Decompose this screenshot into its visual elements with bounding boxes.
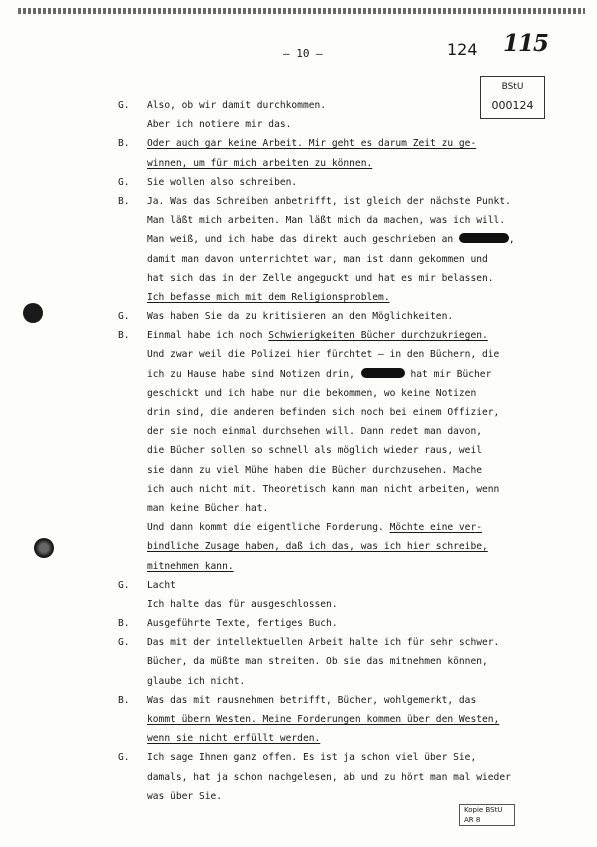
transcript-line [118, 134, 568, 153]
speaker-label: B. [118, 618, 130, 630]
line-text [147, 365, 491, 384]
line-text [147, 269, 494, 288]
line-text [147, 499, 268, 518]
line-text [147, 384, 476, 403]
text-segment: Bücher, da müßte man streiten. Ob sie das mitnehmen können, [147, 656, 488, 668]
text-segment: Ich sage Ihnen ganz offen. Es ist ja schon viel über Sie, [147, 752, 477, 764]
transcript-line [118, 557, 568, 576]
line-text [147, 441, 482, 460]
line-text [147, 134, 476, 153]
underlined-text: Schwierigkeiten Bücher durchzukriegen. [268, 330, 488, 342]
transcript-line [118, 192, 568, 211]
text-segment: Man läßt mich arbeiten. Man läßt mich da machen, was ich will. [147, 215, 506, 227]
underlined-text: Möchte eine ver- [389, 522, 483, 534]
transcript-line [118, 595, 568, 614]
line-text [147, 614, 338, 633]
transcript-line [118, 422, 568, 441]
handwritten-page-number: 115 [503, 30, 549, 57]
underlined-text: Oder auch gar keine Arbeit. Mir geht es darum Zeit zu ge- [147, 138, 477, 150]
line-text [147, 537, 488, 556]
transcript-line [118, 729, 568, 748]
speaker-label: G. [118, 752, 130, 764]
line-text [147, 154, 372, 173]
text-segment: was über Sie. [147, 790, 223, 802]
speaker-label: G. [118, 637, 130, 649]
text-segment: Und dann kommt die eigentliche Forderung. [147, 522, 390, 534]
transcript-line [118, 250, 568, 269]
line-text [147, 576, 176, 595]
transcript-line [118, 499, 568, 518]
speaker-label: G. [118, 311, 130, 323]
transcript-line [118, 365, 568, 384]
line-text [147, 211, 505, 230]
text-segment: Einmal habe ich noch [147, 330, 269, 342]
underlined-text: kommt übern Westen. Meine Forderungen kommen über den Westen, [147, 714, 500, 725]
text-segment: Was haben Sie da zu kritisieren an den Möglichkeiten. [147, 311, 454, 323]
transcript-line [118, 461, 568, 480]
line-text [147, 691, 476, 710]
stamp-label: BStU [501, 82, 524, 92]
transcript-line [118, 154, 568, 173]
speaker-label: G. [118, 100, 130, 111]
transcript-line [118, 384, 568, 403]
transcript-line [118, 230, 568, 249]
transcript-line [118, 691, 568, 710]
text-segment: damit man davon unterrichtet war, man ist dann gekommen und [147, 253, 488, 265]
text-segment: Sie wollen also schreiben. [147, 176, 298, 188]
transcript-line [118, 326, 568, 345]
line-text [147, 748, 476, 767]
transcript-line [118, 614, 568, 633]
line-text [147, 768, 511, 787]
speaker-label: B. [118, 195, 130, 207]
text-segment: Ja. Was das Schreiben anbetrifft, ist gleich der nächste Punkt. [147, 195, 511, 207]
line-text [147, 710, 499, 729]
redaction-mark [361, 368, 405, 378]
line-text [147, 192, 511, 211]
line-text [147, 652, 488, 671]
transcript-line [118, 403, 568, 422]
speaker-label: B. [118, 694, 130, 706]
punch-hole [23, 303, 43, 323]
text-segment: damals, hat ja schon nachgelesen, ab und zu hört man mal wieder [147, 771, 511, 783]
underlined-text: mitnehmen kann. [147, 560, 234, 572]
speaker-label: G. [118, 579, 130, 591]
transcript-line [118, 768, 568, 787]
speaker-label: B. [118, 138, 130, 150]
text-segment: Ausgeführte Texte, fertiges Buch. [147, 618, 338, 630]
transcript-line [118, 748, 568, 767]
line-text [147, 403, 499, 422]
line-text [147, 672, 245, 691]
text-segment: ich auch nicht mit. Theoretisch kann man nicht arbeiten, wenn [147, 483, 500, 495]
line-text [147, 288, 390, 307]
line-text [147, 480, 499, 499]
line-text [147, 326, 488, 345]
text-segment: man keine Bücher hat. [147, 502, 269, 514]
speaker-label: G. [118, 176, 130, 188]
transcript-line [118, 211, 568, 230]
top-scan-border [18, 8, 585, 14]
line-text [147, 422, 482, 441]
line-text [147, 173, 297, 192]
line-text [147, 633, 499, 652]
transcript-line [118, 710, 568, 729]
text-segment: Was das mit rausnehmen betrifft, Bücher, wohlgemerkt, das [147, 694, 477, 706]
text-segment: Und zwar weil die Polizei hier fürchtet – in den Büchern, die [147, 349, 500, 361]
line-text [147, 345, 499, 364]
copy-stamp-line: Kopie BStU [464, 806, 503, 814]
transcript-line [118, 441, 568, 460]
text-segment: , [508, 234, 515, 246]
transcript-line [118, 345, 568, 364]
transcript-line [118, 518, 568, 537]
underlined-text: Ich befasse mich mit dem Religionsproblem. [147, 291, 390, 303]
page-number: – 10 – [283, 47, 323, 60]
line-text [147, 115, 291, 134]
transcript-line [118, 672, 568, 691]
underlined-text: winnen, um für mich arbeiten zu können. [147, 157, 373, 169]
text-segment: Aber ich notiere mir das. [147, 119, 292, 131]
redaction-mark [459, 233, 509, 243]
text-segment: die Bücher sollen so schnell als möglich wieder raus, weil [147, 445, 483, 457]
copy-stamp [459, 804, 515, 826]
text-segment: Also, ob wir damit durchkommen. [147, 100, 327, 111]
line-text [147, 729, 320, 748]
transcript-line [118, 537, 568, 556]
line-text [147, 557, 234, 576]
transcript-line [118, 652, 568, 671]
underlined-text: wenn sie nicht erfüllt werden. [147, 733, 321, 745]
line-text [147, 96, 326, 115]
copy-stamp-line: AR 8 [464, 816, 481, 824]
text-segment: drin sind, die anderen befinden sich noch bei einem Offizier, [147, 407, 500, 418]
transcript-body [118, 96, 568, 806]
stamp-number: 000124 [491, 99, 534, 112]
line-text [147, 250, 488, 269]
line-text [147, 595, 338, 614]
line-text [147, 230, 515, 249]
punch-hole [34, 538, 54, 558]
line-text [147, 307, 453, 326]
transcript-line [118, 576, 568, 595]
transcript-line [118, 633, 568, 652]
transcript-line [118, 96, 568, 115]
text-segment: Lacht [147, 579, 176, 591]
line-text [147, 461, 482, 480]
text-segment: glaube ich nicht. [147, 675, 246, 687]
text-segment: sie dann zu viel Mühe haben die Bücher durchzusehen. Mache [147, 464, 483, 476]
text-segment: der sie noch einmal durchsehen will. Dann redet man davon, [147, 426, 483, 438]
text-segment: hat mir Bücher [404, 368, 492, 380]
speaker-label: B. [118, 330, 130, 342]
text-segment: Man weiß, und ich habe das direkt auch geschrieben an [147, 234, 459, 246]
line-text [147, 787, 222, 806]
text-segment: ich zu Hause habe sind Notizen drin, [147, 368, 361, 380]
underlined-text: bindliche Zusage haben, daß ich das, was ich hier schreibe, [147, 541, 488, 553]
transcript-line [118, 480, 568, 499]
text-segment: geschickt und ich habe nur die bekommen, wo keine Notizen [147, 387, 477, 399]
text-segment: Ich halte das für ausgeschlossen. [147, 598, 338, 610]
transcript-line [118, 307, 568, 326]
text-segment: hat sich das in der Zelle angeguckt und hat es mir belassen. [147, 272, 494, 284]
archive-number: 124 [447, 40, 478, 59]
transcript-line [118, 173, 568, 192]
line-text [147, 518, 482, 537]
transcript-line [118, 115, 568, 134]
text-segment: Das mit der intellektuellen Arbeit halte ich für sehr schwer. [147, 637, 500, 649]
transcript-line [118, 288, 568, 307]
transcript-line [118, 269, 568, 288]
